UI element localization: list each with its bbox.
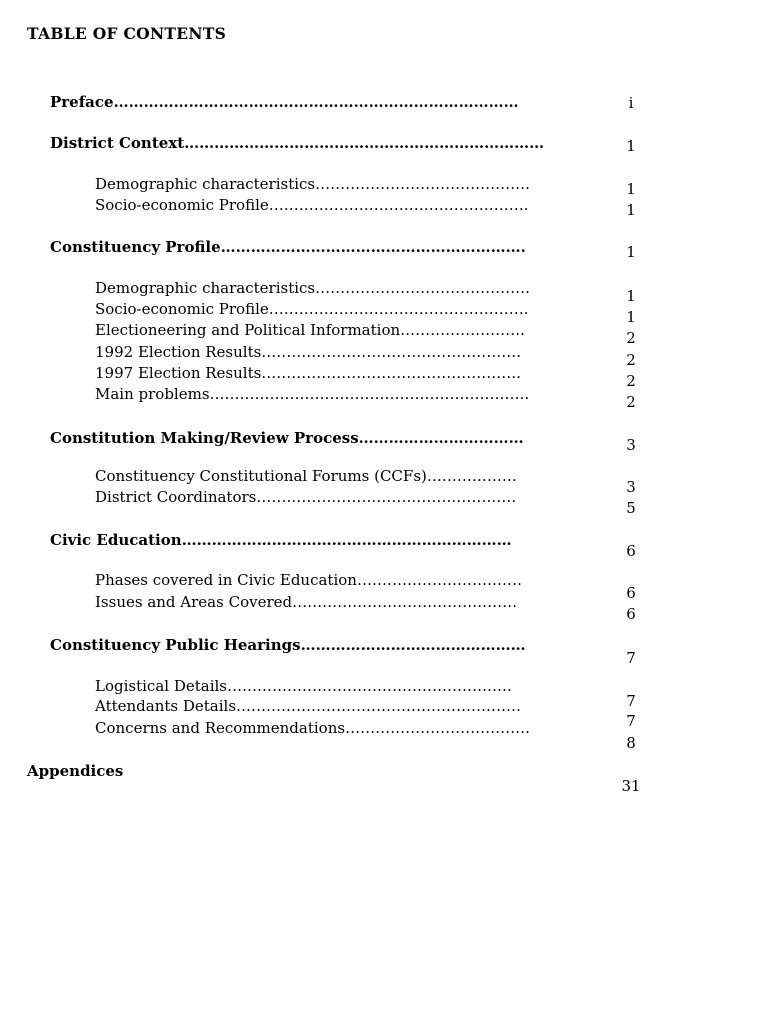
- toc-entry-constituency-demographic: Demographic characteristics…………………………………….: [95, 279, 530, 297]
- toc-page-constitution-making: 3: [626, 436, 636, 454]
- toc-page-public-hearings: 7: [626, 649, 636, 667]
- toc-page-appendices: 31: [621, 777, 641, 795]
- toc-page-attendants-details: 7: [626, 712, 636, 730]
- toc-entry-civic-education: Civic Education…………………………………………………………: [50, 531, 512, 549]
- toc-entry-district-context: District Context………………………………………………………………: [50, 134, 545, 152]
- toc-page-1992-election: 2: [626, 351, 636, 369]
- toc-page-district-context: 1: [626, 137, 636, 155]
- toc-entry-1992-election: 1992 Election Results…………………………………………….: [95, 343, 522, 361]
- toc-page-preface: i: [628, 94, 634, 112]
- toc-page-district-demographic: 1: [626, 180, 636, 198]
- toc-entry-district-demographic: Demographic characteristics…………………………………….: [95, 175, 530, 193]
- toc-entry-public-hearings: Constituency Public Hearings………………………………………: [50, 636, 526, 654]
- toc-page-ccfs: 3: [626, 478, 636, 496]
- toc-entry-district-coordinators: District Coordinators…………………………………………….: [95, 488, 517, 506]
- toc-entry-electioneering: Electioneering and Political Information…………………….: [95, 321, 525, 339]
- toc-entry-appendices: Appendices: [27, 762, 124, 780]
- toc-entry-preface: Preface………………………………………………………………………: [50, 93, 519, 111]
- toc-entry-issues-areas: Issues and Areas Covered………………………………………: [95, 593, 518, 611]
- toc-page-district-socio-economic: 1: [626, 201, 636, 219]
- toc-entry-ccfs: Constituency Constitutional Forums (CCFs)………………: [95, 467, 517, 485]
- toc-page-concerns-recommendations: 8: [626, 734, 636, 752]
- toc-entry-logistical-details: Logistical Details…………………………………………………: [95, 677, 512, 695]
- toc-entry-constitution-making: Constitution Making/Review Process……………………………: [50, 429, 524, 447]
- toc-page-constituency-demographic: 1: [626, 287, 636, 305]
- toc-page-issues-areas: 6: [626, 605, 636, 623]
- toc-page-electioneering: 2: [626, 329, 636, 347]
- toc-page-logistical-details: 7: [626, 692, 636, 710]
- toc-entry-constituency-socio-economic: Socio-economic Profile…………………………………………….: [95, 300, 529, 318]
- toc-entry-phases-civic: Phases covered in Civic Education……………………………: [95, 571, 522, 589]
- toc-entry-1997-election: 1997 Election Results…………………………………………….: [95, 364, 522, 382]
- toc-page-civic-education: 6: [626, 542, 636, 560]
- toc-entry-constituency-profile: Constituency Profile…………………………………………………….: [50, 238, 526, 256]
- toc-page-constituency-profile: 1: [626, 243, 636, 261]
- toc-page-district-coordinators: 5: [626, 499, 636, 517]
- toc-entry-main-problems: Main problems……………………………………………………….: [95, 385, 530, 403]
- toc-page-1997-election: 2: [626, 372, 636, 390]
- toc-page-phases-civic: 6: [626, 584, 636, 602]
- toc-title: TABLE OF CONTENTS: [27, 24, 227, 43]
- toc-entry-concerns-recommendations: Concerns and Recommendations……………………………….: [95, 719, 530, 737]
- toc-page-main-problems: 2: [626, 393, 636, 411]
- toc-entry-district-socio-economic: Socio-economic Profile…………………………………………….: [95, 196, 529, 214]
- toc-page-constituency-socio-economic: 1: [626, 308, 636, 326]
- toc-entry-attendants-details: Attendants Details…………………………………………………: [95, 697, 522, 715]
